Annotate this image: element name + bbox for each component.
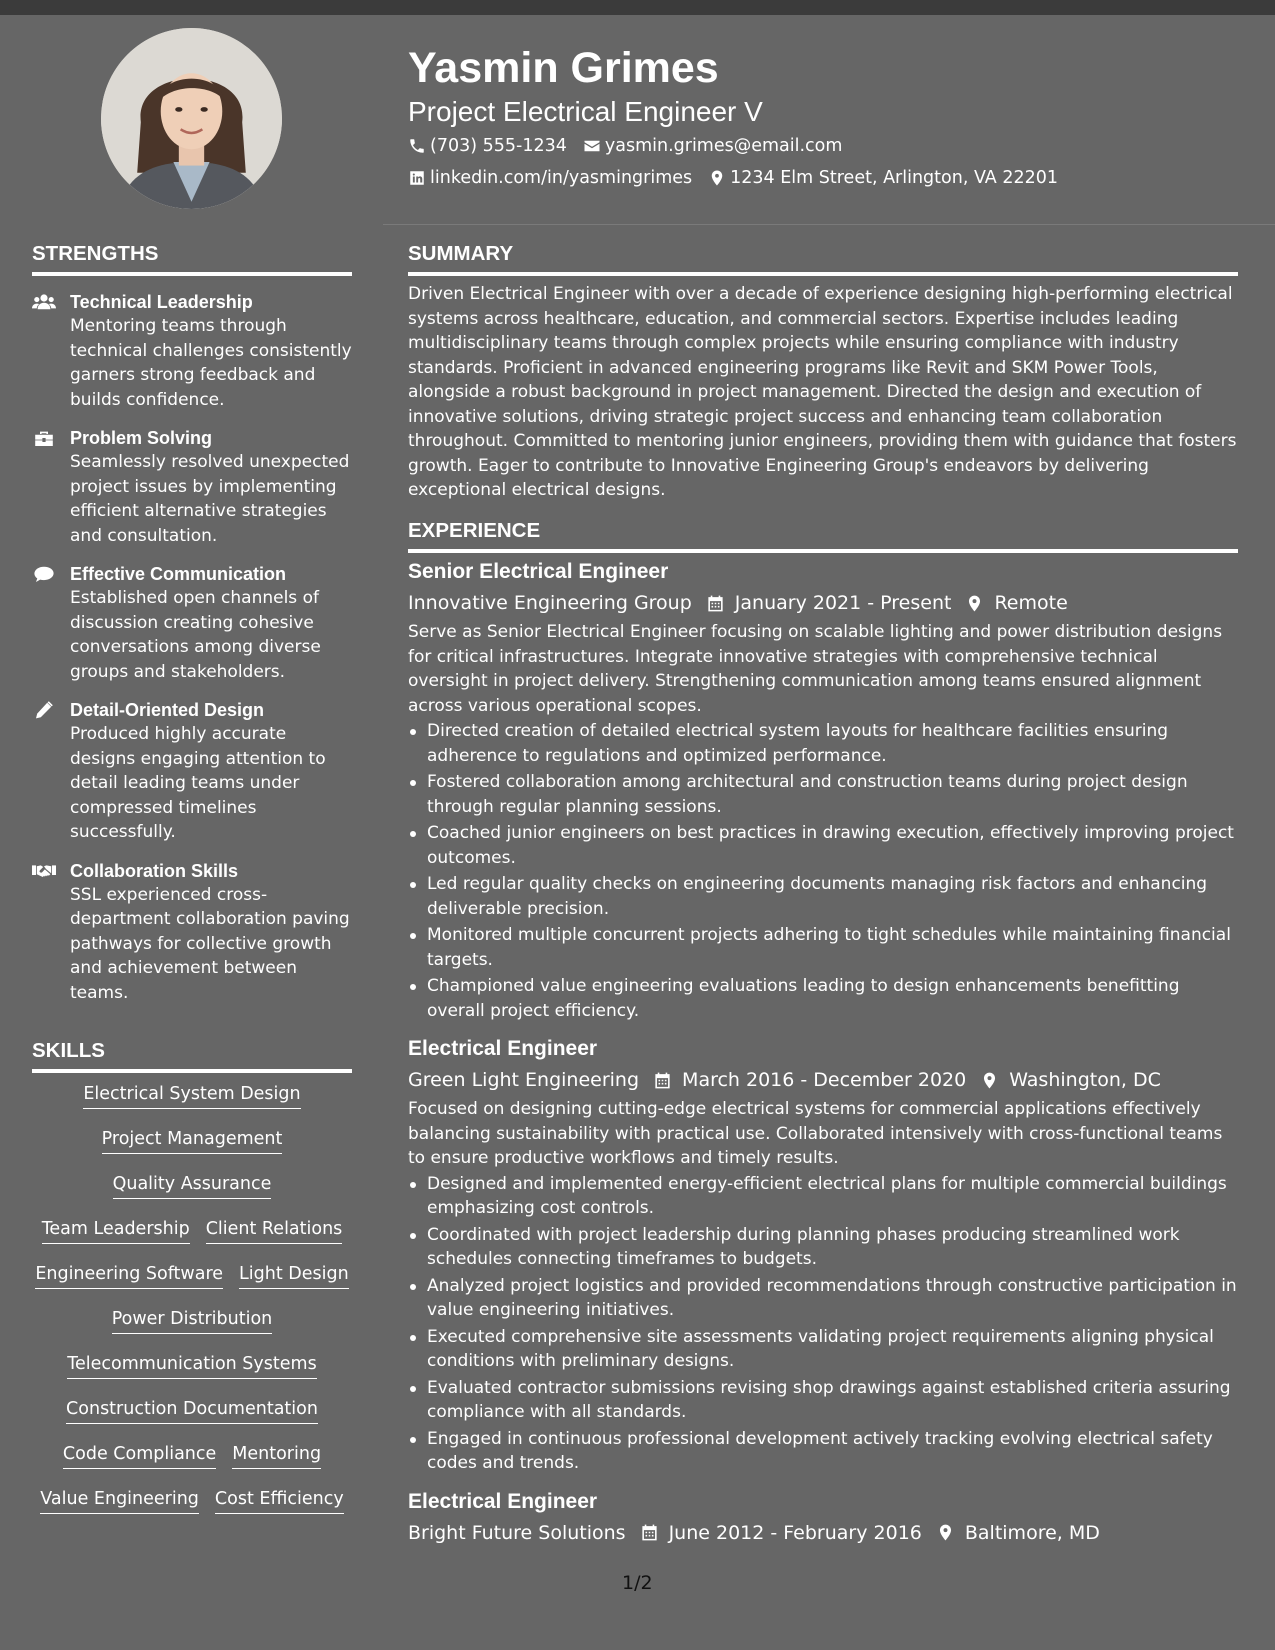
job-bullets: [408, 1172, 1238, 1476]
phone-icon: [408, 137, 426, 155]
skill-tag: Mentoring: [232, 1442, 321, 1469]
job-bullet: Coached junior engineers on best practices in drawing execution, effectively improving project outcomes.: [408, 821, 1238, 870]
job-bullet: Analyzed project logistics and provided recommendations through constructive participation in value engineering initiatives.: [408, 1274, 1238, 1323]
company-name: Innovative Engineering Group: [408, 592, 692, 614]
contact-row-2: [408, 166, 1074, 190]
skill-tag: Cost Efficiency: [215, 1487, 344, 1514]
job-location: Baltimore, MD: [964, 1521, 1100, 1544]
job-bullet: Fostered collaboration among architectural and construction teams during project design through regular planning sessions.: [408, 770, 1238, 819]
envelope-icon: [583, 137, 601, 155]
strength-description: Produced highly accurate designs engaging attention to detail leading teams under compressed timelines successfully.: [70, 724, 326, 842]
skill-tag: Construction Documentation: [66, 1397, 318, 1424]
job-dates: March 2016 - December 2020: [682, 1069, 967, 1091]
strength-title: Effective Communication: [70, 564, 287, 584]
linkedin-icon: [408, 169, 426, 187]
job-meta: [408, 1066, 1238, 1094]
skill-tag: Engineering Software: [35, 1262, 223, 1289]
strength-description: Seamlessly resolved unexpected project issues by implementing efficient alternative strategies and consultation.: [70, 452, 350, 546]
job-location: Remote: [994, 592, 1068, 614]
job-bullet: Led regular quality checks on engineering documents managing risk factors and enhancing deliverable precision.: [408, 872, 1238, 921]
job-dates: January 2021 - Present: [734, 592, 952, 614]
profile-photo: [101, 28, 282, 209]
users-icon: [32, 293, 56, 311]
job-location: Washington, DC: [1009, 1069, 1161, 1091]
company-name: Bright Future Solutions: [408, 1521, 626, 1544]
skills-list: [32, 1082, 352, 1532]
strength-description: Established open channels of discussion creating cohesive conversations among diverse groups and stakeholders.: [70, 588, 321, 682]
job-bullet: Monitored multiple concurrent projects adhering to tight schedules while maintaining financial targets.: [408, 923, 1238, 972]
job-title: Electrical Engineer: [408, 1037, 598, 1060]
toolbox-icon: [32, 429, 56, 447]
skill-tag: Power Distribution: [112, 1307, 273, 1334]
strength-item: [32, 698, 352, 845]
job-bullet: Championed value engineering evaluations leading to design enhancements benefitting overall project efficiency.: [408, 974, 1238, 1023]
strengths-heading: STRENGTHS: [32, 241, 352, 276]
job-bullet: Engaged in continuous professional development actively tracking evolving electrical safety codes and trends.: [408, 1427, 1238, 1476]
map-pin-icon: [965, 594, 984, 613]
comment-icon: [32, 565, 56, 583]
company-name: Green Light Engineering: [408, 1069, 640, 1091]
strength-item: [32, 562, 352, 684]
calendar-icon: [640, 1523, 659, 1542]
top-bar: [0, 0, 1275, 15]
job-bullet: Executed comprehensive site assessments validating project requirements aligning physical conditions with preliminary designs.: [408, 1325, 1238, 1374]
strengths-list: [32, 290, 352, 1019]
contact-row-1: [408, 134, 858, 158]
job-title-heading: Project Electrical Engineer V: [408, 96, 763, 127]
job-meta: [408, 589, 1238, 617]
job-entry: [408, 1035, 1238, 1476]
skill-tag: Electrical System Design: [83, 1082, 300, 1109]
skills-heading: SKILLS: [32, 1038, 352, 1073]
pencil-icon: [32, 701, 56, 719]
map-pin-icon: [980, 1071, 999, 1090]
job-description: Focused on designing cutting-edge electrical systems for commercial applications effectively balancing sustainability with practical use. Collaborated intensively with cross-functional teams to ensure productive workflows and timely results.: [408, 1099, 1223, 1168]
strength-description: Mentoring teams through technical challenges consistently garners strong feedback and builds confidence.: [70, 316, 352, 410]
job-entry: [408, 558, 1238, 1023]
linkedin-text: linkedin.com/in/yasmingrimes: [430, 168, 693, 188]
job-bullet: Coordinated with project leadership during planning phases producing streamlined work schedules connecting timeframes to budgets.: [408, 1223, 1238, 1272]
phone-contact[interactable]: [408, 134, 567, 158]
address-contact: [708, 166, 1058, 190]
skill-tag: Code Compliance: [63, 1442, 216, 1469]
strength-item: [32, 859, 352, 1006]
skill-tag: Project Management: [102, 1127, 283, 1154]
job-meta: [408, 1519, 1238, 1547]
calendar-icon: [706, 594, 725, 613]
header-divider: [383, 224, 1275, 225]
strength-title: Collaboration Skills: [70, 860, 239, 881]
map-pin-icon: [936, 1523, 955, 1542]
job-dates: June 2012 - February 2016: [668, 1521, 922, 1544]
experience-list: [408, 558, 1238, 1550]
job-bullet: Directed creation of detailed electrical system layouts for healthcare facilities ensuring adherence to regulations and optimized performance.: [408, 719, 1238, 768]
experience-heading: EXPERIENCE: [408, 518, 1238, 553]
strength-description: SSL experienced cross-department collaboration paving pathways for collective growth and achievement between teams.: [70, 884, 350, 1003]
address-text: 1234 Elm Street, Arlington, VA 22201: [730, 168, 1059, 188]
job-entry: [408, 1488, 1238, 1547]
page-number: 1/2: [622, 1572, 653, 1594]
job-title: Electrical Engineer: [408, 1489, 598, 1513]
summary-heading: SUMMARY: [408, 241, 1238, 276]
strength-item: [32, 426, 352, 548]
candidate-name: Yasmin Grimes: [408, 44, 719, 92]
strength-title: Technical Leadership: [70, 292, 253, 312]
job-bullet: Designed and implemented energy-efficient electrical plans for multiple commercial buildings emphasizing cost controls.: [408, 1172, 1238, 1221]
skill-tag: Team Leadership: [42, 1217, 190, 1244]
strength-title: Detail-Oriented Design: [70, 700, 265, 720]
job-bullet: Evaluated contractor submissions revising shop drawings against established criteria assuring compliance with all standards.: [408, 1376, 1238, 1425]
skill-tag: Quality Assurance: [113, 1172, 272, 1199]
skill-tag: Value Engineering: [40, 1487, 199, 1514]
email-contact[interactable]: [583, 134, 843, 158]
summary-text: Driven Electrical Engineer with over a decade of experience designing high-performing electrical systems across healthcare, education, and commercial sectors. Expertise includes leading multidisciplinary teams through complex projects while ensuring compliance with industry standards. Proficient in advanced engineering programs like Revit and SKM Power Tools, alongside a robust background in project management. Directed the design and execution of innovative solutions, driving strategic project success and enhancing team collaboration throughout. Committed to mentoring junior engineers, providing them with guidance that fosters growth. Eager to contribute to Innovative Engineering Group's endeavors by delivering exceptional electrical designs.: [408, 284, 1237, 500]
skill-tag: Telecommunication Systems: [67, 1352, 316, 1379]
email-text: yasmin.grimes@email.com: [604, 136, 843, 156]
phone-text: (703) 555-1234: [430, 136, 567, 156]
job-bullets: [408, 719, 1238, 1023]
map-pin-icon: [708, 169, 726, 187]
handshake-icon: [32, 862, 56, 880]
linkedin-contact[interactable]: [408, 166, 692, 190]
skill-tag: Light Design: [239, 1262, 349, 1289]
job-description: Serve as Senior Electrical Engineer focusing on scalable lighting and power distribution designs for critical infrastructures. Integrate innovative strategies with comprehensive technical oversight in project delivery. Strengthening communication among teams ensured alignment across various operational scopes.: [408, 622, 1223, 716]
skill-tag: Client Relations: [206, 1217, 343, 1244]
calendar-icon: [653, 1071, 672, 1090]
strength-item: [32, 290, 352, 412]
job-title: Senior Electrical Engineer: [408, 560, 669, 583]
strength-title: Problem Solving: [70, 428, 213, 448]
